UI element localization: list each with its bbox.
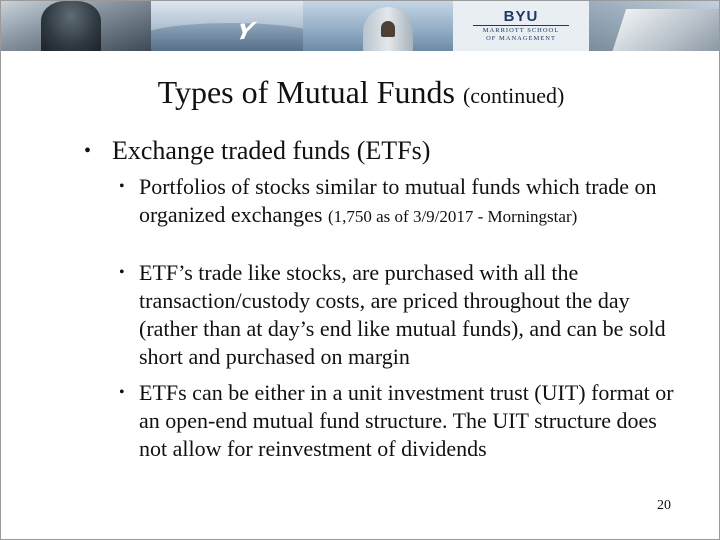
logo-division-text: OF MANAGEMENT	[486, 35, 556, 42]
sub-bullet-text: ETFs can be either in a unit investment trust (UIT) format or an open-end mutual fund structure. The UIT structure does not allow for reinvestment of dividends	[139, 380, 674, 461]
statue-photo	[1, 1, 151, 51]
header-banner	[1, 1, 720, 51]
bullet-icon: •	[119, 384, 125, 401]
bullet-text: Exchange traded funds (ETFs)	[112, 136, 431, 165]
title-subtitle: (continued)	[462, 83, 565, 108]
bullet-icon: •	[84, 140, 92, 162]
mountain-photo: Y	[151, 1, 303, 51]
sub-bullet-trading	[119, 259, 679, 371]
sub-bullet-note: (1,750 as of 3/9/2017 - Morningstar)	[327, 207, 578, 226]
sub-bullet-text: Portfolios of stocks similar to mutual funds which trade on organized exchanges	[139, 174, 657, 227]
logo-school-text: MARRIOTT SCHOOL	[482, 27, 560, 34]
page-number: 20	[657, 498, 671, 513]
slide-title	[1, 72, 720, 116]
bullet-icon: •	[119, 264, 125, 281]
title-main: Types of Mutual Funds	[157, 74, 455, 110]
bell-tower-photo	[303, 1, 453, 51]
logo-byu-text: BYU	[503, 8, 539, 25]
building-photo	[589, 1, 720, 51]
bullet-etfs	[84, 134, 430, 168]
sub-bullet-text: ETF’s trade like stocks, are purchased with all the transaction/custody costs, are priced throughout the day (rather than at day’s end like mutual funds), and can be sold short and purchased on margin	[139, 260, 666, 369]
byu-marriott-logo	[453, 1, 589, 51]
sub-bullet-structure	[119, 379, 679, 463]
sub-bullet-portfolios	[119, 173, 679, 231]
bullet-icon: •	[119, 178, 125, 195]
